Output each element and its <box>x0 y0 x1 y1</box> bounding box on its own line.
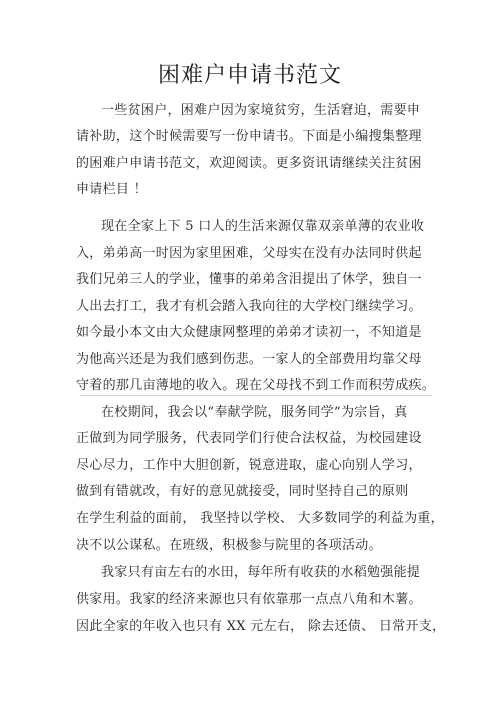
text-line: 在校期间，我会以“奉献学院，服务同学”为宗旨，真 <box>101 405 408 420</box>
text-line: 尽心尽力，工作中大胆创新，锐意进取，虚心向别人学习， <box>76 458 422 473</box>
text-line: 我们兄弟三人的学业，懂事的弟弟含泪提出了休学，独自一 <box>76 272 422 287</box>
text-line: 在学生利益的面前， 我坚持以学校、 大多数同学的利益为重， <box>76 511 444 526</box>
text-line: 入，弟弟高一时因为家里困难，父母实在没有办法同时供起 <box>76 246 422 261</box>
text-line: 一些贫困户，困难户因为家境贫穷，生活窘迫，需要申 <box>101 103 421 118</box>
document-title: 困难户申请书范文 <box>157 63 342 88</box>
text-line: 请补助，这个时候需要写一份申请书。下面是小编搜集整理 <box>76 129 422 144</box>
text-line: 供家用。我家的经济来源也只有依靠那一点点八角和木薯。 <box>76 592 422 607</box>
text-line: 如今最小本文由大众健康网整理的弟弟才读初一，不知道是 <box>76 325 422 340</box>
text-line: 因此全家的年收入也只有 XX 元左右， 除去还债、 日常开支， <box>76 619 446 634</box>
text-line: 决不以公谋私。在班级，积极参与院里的各项活动。 <box>76 538 382 553</box>
text-line: 守着的那几亩薄地的收入。现在父母找不到工作而积劳成疾。 <box>76 378 436 393</box>
text-line: 人出去打工，我才有机会踏入我向往的大学校门继续学习。 <box>76 299 422 314</box>
text-line: 做到有错就改，有好的意见就接受，同时坚持自己的原则 <box>76 484 409 499</box>
text-line: 现在全家上下 5 口人的生活来源仅靠双亲单薄的农业收 <box>101 219 425 234</box>
text-line: 为他高兴还是为我们感到伤悲。一家人的全部费用均靠父母 <box>76 352 422 367</box>
text-line: 申请栏目 ！ <box>76 182 147 197</box>
text-line: 的困难户申请书范文，欢迎阅读。更多资讯请继续关注贫困 <box>76 156 422 171</box>
text-line: 正做到为同学服务，代表同学们行使合法权益，为校园建设 <box>76 431 422 446</box>
divider-line <box>80 395 432 396</box>
text-line: 我家只有亩左右的水田，每年所有收获的水稻勉强能提 <box>101 565 421 580</box>
